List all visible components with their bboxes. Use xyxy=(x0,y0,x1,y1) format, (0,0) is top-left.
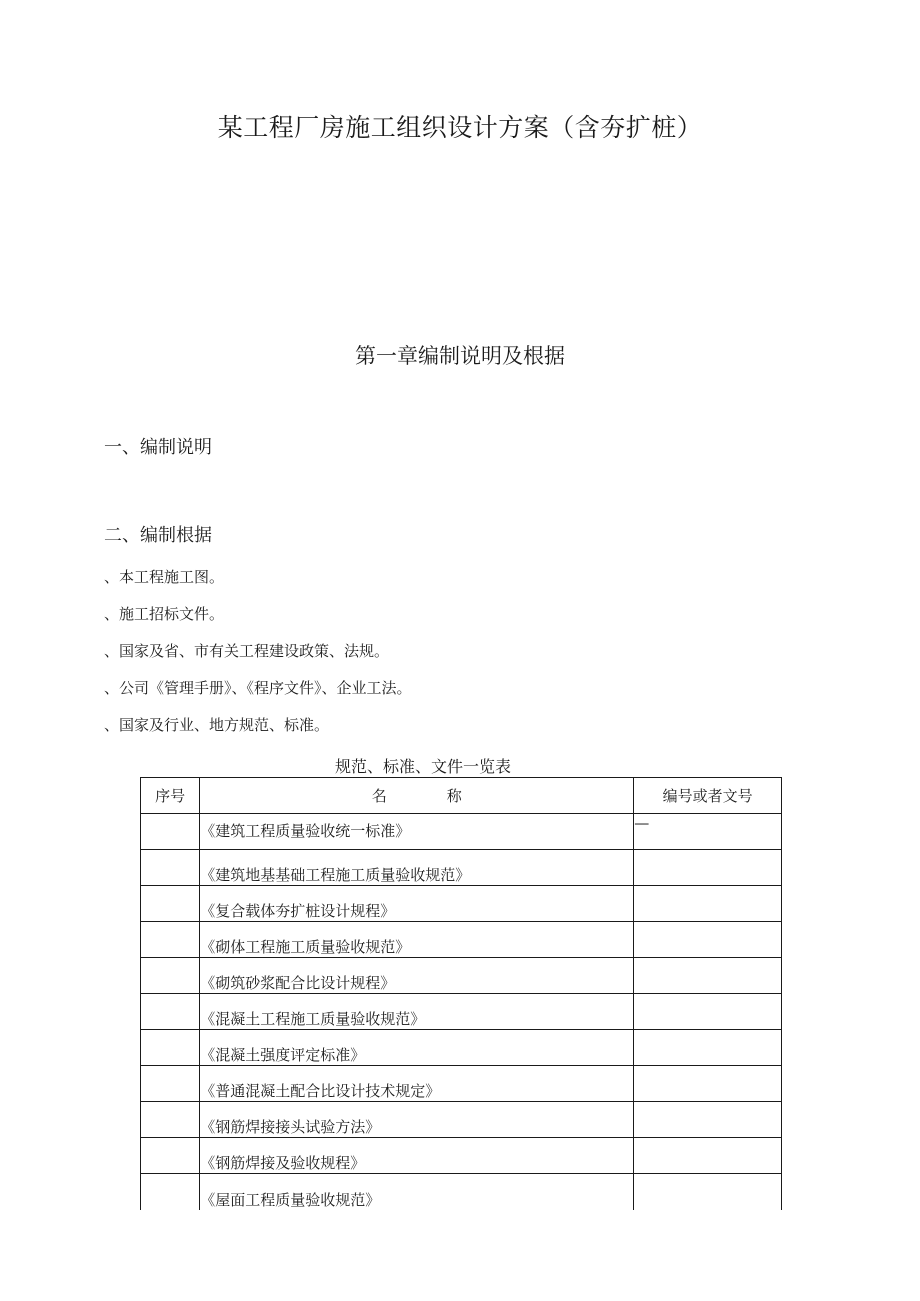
row-name: 《建筑地基基础工程施工质量验收规范》 xyxy=(200,850,634,886)
table-row xyxy=(141,1174,782,1210)
header-seq: 序号 xyxy=(141,778,200,814)
row-code xyxy=(634,1102,782,1138)
row-seq xyxy=(141,850,200,886)
row-seq xyxy=(141,886,200,922)
header-name-part1: 名 xyxy=(371,787,387,805)
header-code: 编号或者文号 xyxy=(634,778,782,814)
row-name: 《普通混凝土配合比设计技术规定》 xyxy=(200,1066,634,1102)
row-name: 《建筑工程质量验收统一标准》 xyxy=(200,814,634,850)
row-code xyxy=(634,958,782,994)
row-seq xyxy=(141,1066,200,1102)
section-heading-basis: 二、编制根据 xyxy=(104,525,212,546)
basis-item: 、本工程施工图。 xyxy=(104,568,225,586)
table-row xyxy=(141,922,782,958)
table-row xyxy=(141,1102,782,1138)
table-row xyxy=(141,1138,782,1174)
row-name: 《砌体工程施工质量验收规范》 xyxy=(200,922,634,958)
chapter-heading: 第一章编制说明及根据 xyxy=(355,344,565,368)
row-name: 《钢筋焊接接头试验方法》 xyxy=(200,1102,634,1138)
row-seq xyxy=(141,958,200,994)
basis-item: 、公司《管理手册》、《程序文件》、企业工法。 xyxy=(104,679,412,697)
basis-item: 、施工招标文件。 xyxy=(104,605,225,623)
header-name-part2: 称 xyxy=(446,787,462,805)
row-name: 《钢筋焊接及验收规程》 xyxy=(200,1138,634,1174)
row-code xyxy=(634,1174,782,1210)
table-row xyxy=(141,850,782,886)
table-row xyxy=(141,1066,782,1102)
table-row xyxy=(141,994,782,1030)
standards-table xyxy=(140,777,782,1210)
basis-item: 、国家及省、市有关工程建设政策、法规。 xyxy=(104,642,390,660)
table-caption: 规范、标准、文件一览表 xyxy=(334,757,511,776)
header-name xyxy=(200,778,634,814)
row-code xyxy=(634,1138,782,1174)
row-code xyxy=(634,886,782,922)
row-code xyxy=(634,994,782,1030)
row-code: — xyxy=(634,814,782,850)
basis-item: 、国家及行业、地方规范、标准。 xyxy=(104,716,330,734)
row-code xyxy=(634,1030,782,1066)
table-header-row xyxy=(141,778,782,814)
table-row xyxy=(141,886,782,922)
row-name: 《屋面工程质量验收规范》 xyxy=(200,1174,634,1210)
table-row xyxy=(141,1030,782,1066)
row-name: 《复合载体夯扩桩设计规程》 xyxy=(200,886,634,922)
row-code xyxy=(634,1066,782,1102)
row-seq xyxy=(141,994,200,1030)
row-name: 《混凝土强度评定标准》 xyxy=(200,1030,634,1066)
table-row xyxy=(141,958,782,994)
row-seq xyxy=(141,1102,200,1138)
document-title: 某工程厂房施工组织设计方案（含夯扩桩） xyxy=(217,113,703,142)
row-seq xyxy=(141,1138,200,1174)
row-seq xyxy=(141,1030,200,1066)
row-name: 《砌筑砂浆配合比设计规程》 xyxy=(200,958,634,994)
row-seq xyxy=(141,814,200,850)
row-name: 《混凝土工程施工质量验收规范》 xyxy=(200,994,634,1030)
row-seq xyxy=(141,922,200,958)
table-row xyxy=(141,814,782,850)
row-code xyxy=(634,922,782,958)
row-seq xyxy=(141,1174,200,1210)
section-heading-explanation: 一、编制说明 xyxy=(104,437,212,458)
row-code xyxy=(634,850,782,886)
